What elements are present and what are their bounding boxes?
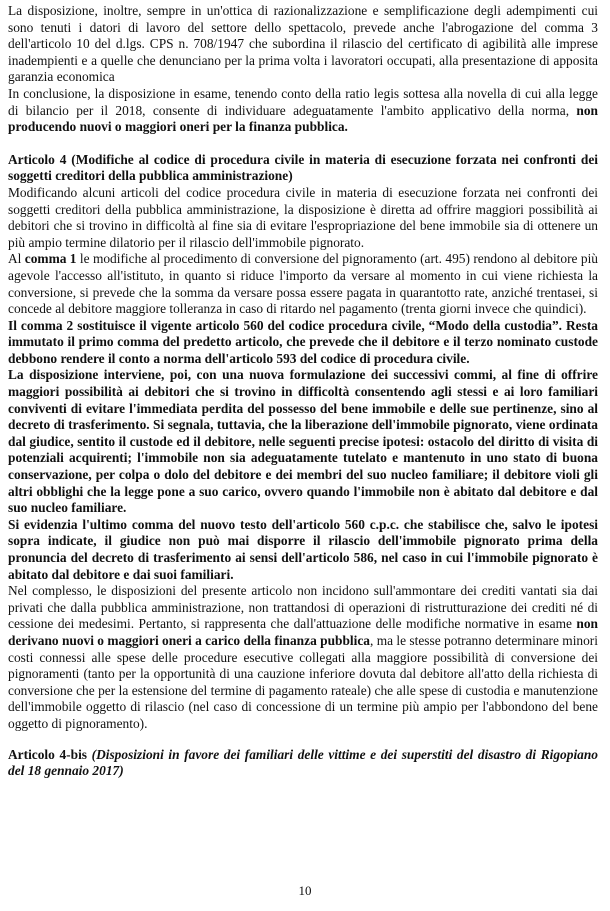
paragraph [8,86,598,136]
text-segment: comma 1 [24,251,77,267]
text-segment: Si evidenzia l'ultimo comma del nuovo testo dell'articolo 560 c.p.c. che stabilisce che, salvo le ipotesi sopra indicate, il giudice non può mai disporre il rilascio dell'immobile pignorato prima della pronuncia del decreto di trasferimento ai sensi dell'articolo 586, nel caso in cui l'immobile pignorato è abitato dal debitore e dai suoi familiari. [8,516,598,582]
text-segment: Al [8,251,25,267]
text-segment: Articolo 4-bis [8,746,92,762]
text-segment: , ma le stesse potranno determinare minori costi connessi alle spese delle procedure esecutive collegati alla maggiore possibilità di conversione dei pignoramenti (tanto per la opportunità di una cauzione inferiore dovuta dal debitore all'atto della richiesta di conversione che per la estensione del termine di pagamento rateale) che alle spese di custodia e manutenzione dell'immobile oggetto di rilascio (nel caso di concessione di un termine più ampio per l'abbondono del bene oggetto di pignoramento). [8,632,598,731]
text-segment: Il comma 2 sostituisce il vigente articolo 560 del codice procedura civile, “Modo della custodia”. Resta immutato il primo comma del predetto articolo, che prevede che il debitore e il terzo nominato custode debbono rendere il conto a norma dell'articolo 593 del codice di procedura civile. [8,317,598,366]
paragraph [8,185,598,251]
text-segment: non producendo nuovi o maggiori oneri per la finanza pubblica. [8,102,598,135]
paragraph [8,583,598,732]
text-segment: non derivano nuovi o maggiori oneri a carico della finanza pubblica [8,616,598,648]
text-segment: (Disposizioni in favore dei familiari delle vittime e dei superstiti del disastro di Rigopiano del 18 gennaio 2017) [8,746,599,779]
text-segment: le modifiche al procedimento di conversione del pignoramento (art. 495) rendono al debitore più agevole l'accesso all'istituto, in quanto si riduce l'importo da versare al momento in cui viene richiesta la conversione, si prevede che la somma da versare possa essere pagata in quarantotto rate, anziché trentasei, si concede al debitore maggiore tolleranza in caso di ritardo nel pagamento (trenta giorni invece che quindici). [8,251,599,317]
text-segment: La disposizione interviene, poi, con una nuova formulazione dei successivi commi, al fine di offrire maggiori possibilità ai debitori che si trovino in difficoltà consentendo agli stessi e ai loro familiari conviventi di evitare l'immediata perdita del possesso del bene immobile e delle sue pertinenze, sino al decreto di trasferimento. Si segnala, tuttavia, che la liberazione dell'immobile pignorato, viene ordinata dal giudice, sentito il custode ed il debitore, nelle seguenti precise ipotesi: ostacolo del diritto di visita di potenziali acquirenti; l'immobile non sia adeguatamente tutelato e mantenuto in uno stato di buona conservazione, per colpa o dolo del debitore e dei membri del suo nucleo familiare; il debitore violi gli altri obblighi che la legge pone a suo carico, ovvero quando l'immobile non è abitato dal debitore e dal suo nucleo familiare. [8,367,598,516]
document-body [8,3,598,780]
paragraph [8,251,598,317]
text-segment: Articolo 4 (Modifiche al codice di procedura civile in materia di esecuzione forzata nei confronti dei soggetti creditori della pubblica amministrazione) [8,151,598,184]
paragraph-spacer [8,136,598,152]
paragraph [8,367,598,516]
page-number: 10 [298,883,312,898]
text-segment: Modificando alcuni articoli del codice procedura civile in materia di esecuzione forzata nei confronti dei soggetti creditori della pubblica amministrazione, la disposizione è diretta ad offrire maggiori possibilità ai debitori che si trovino in difficoltà al fine sia di evitare l'espropriazione del bene immobile sia di ottenere un più ampio termine dilatorio per il rilascio dell'immobile pignorato. [8,184,598,250]
paragraph [8,3,598,86]
paragraph [8,747,598,780]
paragraph [8,152,598,185]
text-segment: Nel complesso, le disposizioni del presente articolo non incidono sull'ammontare dei crediti vantati sia dai privati che dalla pubblica amministrazione, non trattandosi di operazioni di ristrutturazione dei crediti né di cessione dei medesimi. Pertanto, si rappresenta che dall'attuazione delle modifiche normative in esame [8,583,598,632]
text-segment: La disposizione, inoltre, sempre in un'ottica di razionalizzazione e semplificazione degli adempimenti cui sono tenuti i datori di lavoro del settore dello spettacolo, prevede anche l'abrogazione del comma 3 dell'articolo 10 del d.lgs. CPS n. 708/1947 che subordina il rilascio del certificato di agibilità alle imprese inadempienti e a quelle che denunciano per la prima volta i lavoratori occupati, alla presentazione di apposita garanzia economica [8,3,598,85]
text-segment: In conclusione, la disposizione in esame, tenendo conto della ratio legis sottesa alla novella di cui alla legge di bilancio per il 2018, consente di individuare adeguatamente l'ambito applicativo della norma, [8,85,598,118]
paragraph-spacer [8,733,598,747]
paragraph [8,517,598,583]
paragraph [8,318,598,368]
